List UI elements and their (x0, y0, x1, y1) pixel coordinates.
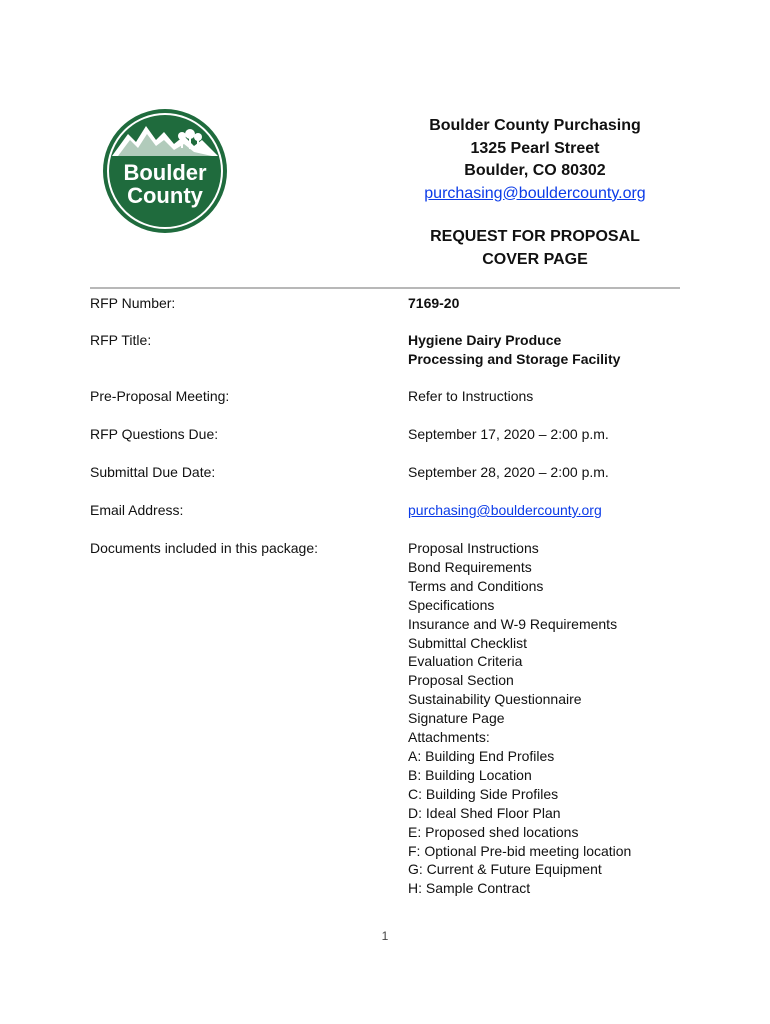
header-divider (90, 287, 680, 289)
document-list-item: Proposal Section (408, 672, 514, 689)
document-list-item: Sustainability Questionnaire (408, 691, 582, 708)
document-list-item: Submittal Checklist (408, 634, 528, 651)
document-list-item: Proposal Instructions (408, 540, 539, 556)
logo-line2: County (127, 183, 203, 208)
questions-due-label: RFP Questions Due: (90, 426, 219, 442)
document-list-item: Attachments: (408, 729, 490, 746)
document-list-item: Bond Requirements (408, 558, 532, 575)
boulder-county-logo-icon (90, 96, 240, 246)
org-address-block (390, 115, 680, 205)
document-list-item: Insurance and W-9 Requirements (408, 615, 618, 632)
org-street: 1325 Pearl Street (470, 139, 600, 157)
document-list-item: B: Building Location (408, 766, 532, 783)
page-number: 1 (381, 929, 389, 943)
org-city: Boulder, CO 80302 (464, 162, 606, 179)
document-title (390, 226, 680, 271)
org-name: Boulder County Purchasing (429, 117, 641, 134)
document-list-item: C: Building Side Profiles (408, 785, 559, 802)
email-label: Email Address: (90, 502, 184, 518)
document-list-item: Terms and Conditions (408, 577, 544, 594)
title-line1: REQUEST FOR PROPOSAL (430, 228, 640, 245)
rfp-title-label: RFP Title: (90, 332, 152, 348)
rfp-number-value: 7169-20 (408, 295, 460, 311)
questions-due-value: September 17, 2020 – 2:00 p.m. (408, 426, 609, 442)
document-list-item: Signature Page (408, 710, 505, 727)
document-list-item: G: Current & Future Equipment (408, 861, 602, 878)
document-list-item: A: Building End Profiles (408, 747, 555, 764)
logo-line1: Boulder (123, 160, 207, 185)
rfp-title-value-line1: Hygiene Dairy Produce (408, 332, 562, 348)
document-list-item: H: Sample Contract (408, 880, 531, 897)
documents-label: Documents included in this package: (90, 540, 319, 556)
org-email-link[interactable]: purchasing@bouldercounty.org (424, 184, 646, 202)
submittal-due-value: September 28, 2020 – 2:00 p.m. (408, 464, 609, 480)
title-line2: COVER PAGE (482, 250, 588, 268)
pre-proposal-value: Refer to Instructions (408, 388, 534, 404)
rfp-title-value-line2: Processing and Storage Facility (408, 351, 621, 367)
email-value-link[interactable]: purchasing@bouldercounty.org (408, 502, 602, 518)
document-list-item: Evaluation Criteria (408, 653, 523, 670)
document-list-item: E: Proposed shed locations (408, 823, 579, 840)
document-list-item: D: Ideal Shed Floor Plan (408, 804, 561, 821)
document-list-item: F: Optional Pre-bid meeting location (408, 842, 632, 859)
rfp-number-label: RFP Number: (90, 295, 176, 311)
pre-proposal-label: Pre-Proposal Meeting: (90, 388, 230, 404)
documents-list (408, 539, 631, 898)
submittal-due-label: Submittal Due Date: (90, 464, 216, 480)
document-list-item: Specifications (408, 596, 495, 613)
